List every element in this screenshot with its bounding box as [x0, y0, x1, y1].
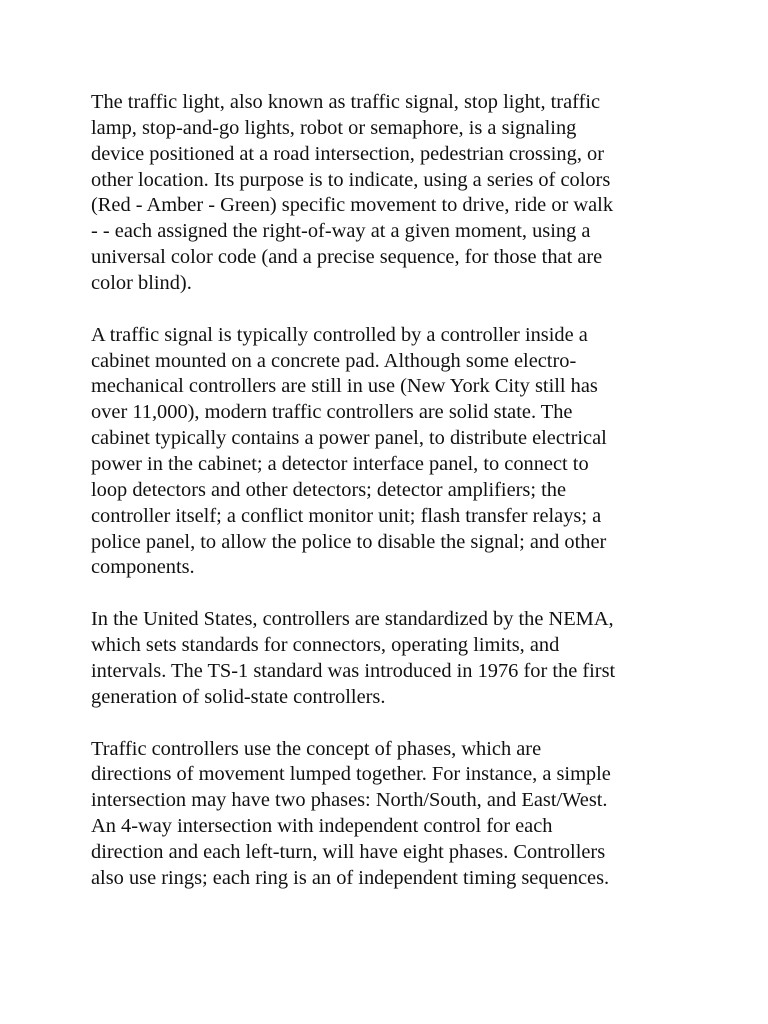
text-line: other location. Its purpose is to indicate, using a series of colors — [91, 168, 611, 191]
text-line: cabinet mounted on a concrete pad. Although some electro- — [91, 349, 577, 372]
text-line: - - each assigned the right-of-way at a given moment, using a — [91, 220, 591, 243]
text-line: controller itself; a conflict monitor unit; flash transfer relays; a — [91, 504, 602, 527]
text-line: also use rings; each ring is an of independent timing sequences. — [91, 866, 610, 889]
paragraph-2 — [91, 323, 688, 581]
text-line: directions of movement lumped together. For instance, a simple — [91, 763, 611, 786]
paragraph-1 — [91, 90, 688, 297]
paragraph-3 — [91, 607, 688, 710]
text-line: color blind). — [91, 271, 192, 294]
text-line: generation of solid-state controllers. — [91, 685, 386, 708]
text-line: Traffic controllers use the concept of phases, which are — [91, 737, 542, 760]
text-line: intervals. The TS-1 standard was introduced in 1976 for the first — [91, 659, 616, 682]
text-line: An 4-way intersection with independent control for each — [91, 815, 553, 838]
text-line: A traffic signal is typically controlled by a controller inside a — [91, 323, 588, 346]
text-line: components. — [91, 556, 195, 579]
text-line: mechanical controllers are still in use (New York City still has — [91, 375, 598, 398]
text-line: cabinet typically contains a power panel, to distribute electrical — [91, 427, 607, 450]
text-line: over 11,000), modern traffic controllers are solid state. The — [91, 401, 573, 424]
text-line: police panel, to allow the police to disable the signal; and other — [91, 530, 607, 553]
paragraph-4 — [91, 737, 688, 892]
text-line: The traffic light, also known as traffic signal, stop light, traffic — [91, 91, 601, 113]
text-line: device positioned at a road intersection, pedestrian crossing, or — [91, 142, 605, 165]
text-line: loop detectors and other detectors; detector amplifiers; the — [91, 478, 567, 501]
text-line: direction and each left-turn, will have eight phases. Controllers — [91, 840, 606, 863]
text-line: intersection may have two phases: North/South, and East/West. — [91, 789, 608, 812]
text-line: (Red - Amber - Green) specific movement to drive, ride or walk — [91, 194, 614, 217]
text-line: which sets standards for connectors, operating limits, and — [91, 634, 560, 657]
text-line: lamp, stop-and-go lights, robot or semaphore, is a signaling — [91, 116, 577, 139]
text-line: universal color code (and a precise sequence, for those that are — [91, 246, 603, 269]
text-line: In the United States, controllers are standardized by the NEMA, — [91, 608, 614, 631]
text-line: power in the cabinet; a detector interface panel, to connect to — [91, 452, 589, 475]
